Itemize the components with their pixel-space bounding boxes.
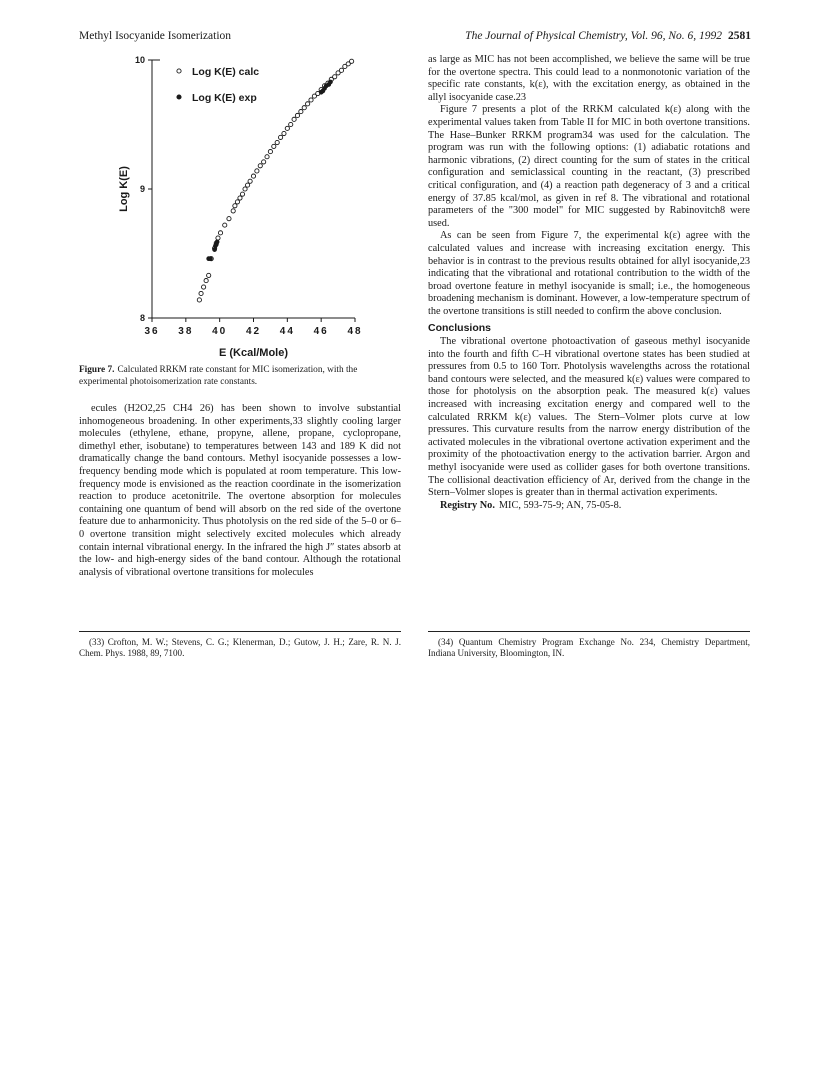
registry-text: MIC, 593-75-9; AN, 75-05-8. (498, 499, 622, 511)
x-tick-label: 48 (347, 326, 363, 337)
calc-data-point (235, 200, 239, 204)
calc-data-point (218, 231, 222, 235)
page-number: 2581 (728, 30, 751, 42)
body-paragraph: as large as MIC has not been accomplished, we believe the same will be true for the overtone spectra. This could lead to a nonmonotonic variation of the specific rate constants, k(ε), with the excitation energy, as obtained in the allyl isocyanide case.23 (428, 54, 750, 103)
calc-data-point (240, 192, 244, 196)
running-title: Methyl Isocyanide Isomerization (79, 30, 232, 42)
right-column (428, 54, 750, 512)
calc-data-point (238, 196, 242, 200)
rrkm-scatter-chart (100, 50, 400, 360)
calc-data-point (201, 285, 205, 289)
y-tick-label: 8 (139, 313, 145, 323)
figure-7 (100, 50, 400, 360)
calc-data-point (309, 98, 313, 102)
calc-data-point (333, 75, 337, 79)
calc-data-point (282, 131, 286, 135)
calc-data-point (295, 113, 299, 117)
registry-label: Registry No. (440, 499, 495, 511)
calc-data-point (272, 144, 276, 148)
x-axis-title: E (Kcal/Mole) (218, 347, 289, 359)
legend-label: Log K(E) exp (192, 92, 257, 104)
calc-data-point (233, 204, 237, 208)
calc-data-point (199, 291, 203, 295)
footnote-text: (33) Crofton, M. W.; Stevens, C. G.; Klenerman, D.; Gutow, J. H.; Zare, R. N. J. Chem. Phys. 1988, 89, 7100. (79, 637, 401, 658)
calc-data-point (227, 217, 231, 221)
calc-data-point (262, 160, 266, 164)
calc-data-point (292, 117, 296, 121)
calc-data-point (265, 155, 269, 159)
y-tick-label: 10 (134, 55, 145, 65)
calc-data-point (207, 273, 211, 277)
calc-data-point (204, 278, 208, 282)
y-axis-title: Log K(E) (118, 166, 130, 212)
exp-data-point (329, 80, 333, 84)
legend-label: Log K(E) calc (192, 66, 260, 78)
calc-data-point (339, 68, 343, 72)
calc-data-point (255, 169, 259, 173)
calc-data-point (231, 209, 235, 213)
registry-line (428, 500, 750, 513)
x-tick-label: 46 (313, 326, 329, 337)
calc-data-point (289, 122, 293, 126)
journal-citation (465, 30, 751, 42)
conclusions-paragraph: The vibrational overtone photoactivation of gaseous methyl isocyanide into the fourth and fifth C–H vibrational overtone states has been studied at pressures from 0.5 to 160 Torr. Photolysis wavelengths across the rotational band contours were selected, and the measured k(ε) values were compared to those for photolysis on the absorption peak. The measured k(ε) values increased with increasing excitation energy and compared well to the calculated RRKM k(ε) values. The Stern–Volmer plots curve at low pressures. This curvature results from the narrow energy distribution of the activated molecules in the vibrational overtone activation experiment and the proximity of the photoactivation energy to the activation barrier. Argon and methyl isocyanide were used as collider gases for both overtone transitions. The collisional deactivation efficiency of Ar, derived from the change in the Stern–Volmer slopes is greater than in thermal activation experiments. (428, 336, 750, 499)
footnote-rule-right (428, 631, 750, 632)
caption-label: Figure 7. (79, 365, 115, 375)
calc-data-point (306, 102, 310, 106)
body-paragraph: ecules (H2O2,25 CH4 26) has been shown to involve substantial inhomogeneous broadening. In other experiments,33 slightly cooling larger molecules (ethylene, ethane, propyne, allene, propane, cyclopropane, dimethyl ether, isobutane) to temperatures between 143 and 189 K did not dramatically change the band contours. Methyl isocyanide possesses a low-frequency bending mode which is populated at room temperature. This low-frequency mode is envisioned as the reaction coordinate in the isomerization reaction to produce acetonitrile. The overtone absorption for molecules containing one quantum of bend will absorb on the red side of the overtone feature due to anharmonicity. Thus photolysis on the red side of the 5–0 or 6–0 overtone transition might selectively excited molecules which already contain internal vibrational energy. In the infrared the high J″ states absorb at the low- and high-energy sides of the band contour. Although the rotational analysis of vibrational overtone transitions for molecules (79, 403, 401, 578)
x-tick-label: 40 (212, 326, 228, 337)
x-tick-label: 44 (279, 326, 295, 337)
calc-data-point (268, 149, 272, 153)
calc-data-point (243, 187, 247, 191)
page-header (79, 30, 751, 46)
exp-data-point (213, 248, 217, 252)
exp-data-point (208, 257, 212, 261)
calc-data-point (302, 106, 306, 110)
body-paragraph: As can be seen from Figure 7, the experimental k(ε) agree with the calculated values and increase with increasing excitation energy. This behavior is in contrast to the previous results obtained for allyl isocyanide,23 indicating that the vibrational and rotational contribution to the width of the broad overtone feature in methyl isocyanide is small; i.e., the homogeneous broadening mechanism is dominant. However, a low-temperature spectrum of the overtone transitions is still needed to confirm the above conclusion. (428, 230, 750, 317)
calc-data-point (285, 126, 289, 130)
calc-data-point (248, 179, 252, 183)
calc-data-point (299, 110, 303, 114)
calc-data-point (275, 140, 279, 144)
calc-data-point (251, 174, 255, 178)
footnote-rule-left (79, 631, 401, 632)
calc-data-point (245, 183, 249, 187)
footnote-34 (428, 637, 750, 659)
conclusions-heading: Conclusions (428, 322, 492, 335)
calc-data-point (258, 164, 262, 168)
x-tick-label: 38 (178, 326, 194, 337)
caption-text: Calculated RRKM rate constant for MIC isomerization, with the experimental photoisomerization rate constants. (79, 365, 358, 387)
chart-legend (177, 66, 259, 104)
body-paragraph: Figure 7 presents a plot of the RRKM calculated k(ε) along with the experimental values taken from Table II for MIC in both overtone transitions. The Hase–Bunker RRKM program34 was used for the calculation. The program was run with the following options: (1) adiabatic rotations and harmonic vibrations, (2) direct counting for the sum of states in the critical configuration and semiclassical counting in the reactant, (3) prescribed critical configuration, and (4) a reaction path degeneracy of 3 and a critical energy of 37.85 kcal/mol, as given in ref 8. The vibrational and rotational parameters of the "300 model" for MIC suggested by Rabinovitch8 were used. (428, 104, 750, 229)
calc-data-point (197, 298, 201, 302)
figure-caption (79, 365, 401, 388)
journal-name: The Journal of Physical Chemistry, Vol. 96, No. 6, 1992 (465, 30, 722, 42)
left-column (79, 403, 401, 579)
legend-marker-calc (177, 69, 181, 73)
x-tick-label: 36 (144, 326, 160, 337)
y-tick-label: 9 (139, 184, 145, 194)
calc-data-point (223, 223, 227, 227)
calc-data-point (350, 59, 354, 63)
x-tick-label: 42 (245, 326, 262, 337)
footnote-text: (34) Quantum Chemistry Program Exchange No. 234, Chemistry Department, Indiana University, Bloomington, IN. (428, 637, 750, 658)
calc-data-point (278, 135, 282, 139)
footnote-33 (79, 637, 401, 659)
legend-marker-exp (177, 95, 181, 99)
exp-data-point (215, 240, 219, 244)
calc-data-point (216, 236, 220, 240)
